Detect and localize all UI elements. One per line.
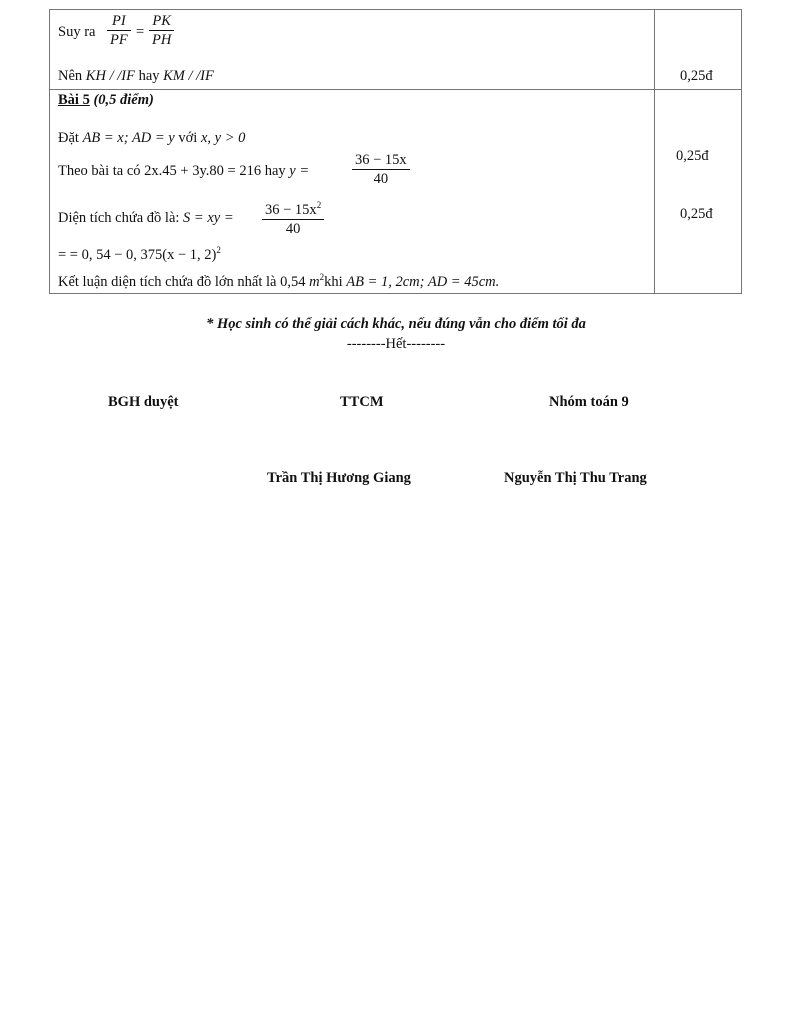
ratio-frac-1: $\frac{PI}{PF}$ (107, 12, 131, 49)
table-row-bai4-end (50, 10, 742, 90)
content-cell (50, 10, 655, 90)
signature-name-nhom: Nguyễn Thị Thu Trang (504, 470, 647, 486)
note-text: * Học sinh có thể giải cách khác, nếu đúng vẫn cho điểm tối đa (206, 316, 586, 332)
table-row-bai5 (50, 90, 742, 294)
bai5-heading: Bài 5 (0,5 điểm) (58, 92, 154, 108)
score-label-2: 0,25đ (680, 206, 713, 222)
ratio-frac-2: $\frac{PK}{PH}$ (149, 12, 174, 49)
dientich-line: Diện tích chứa đồ là: S = xy = (58, 210, 234, 226)
score-cell (655, 90, 742, 294)
signature-title-bgh: BGH duyệt (108, 394, 179, 410)
y-fraction: $\frac{36 - 15x}{40}$ (352, 151, 410, 188)
content-cell (50, 90, 655, 294)
equation-line: = = 0, 54 − 0, 375(x − 1, 2)$^2$ (58, 245, 221, 263)
signature-title-nhom: Nhóm toán 9 (549, 394, 629, 410)
score-label-1: 0,25đ (676, 148, 709, 164)
signature-name-ttcm: Trần Thị Hương Giang (267, 470, 411, 486)
dat-line: Đặt AB = x; AD = y với x, y > 0 (58, 130, 246, 146)
answer-table (49, 9, 742, 294)
s-fraction: $\frac{36 - 15x^2}{40}$ (262, 196, 324, 238)
ketluan-line: Kết luận diện tích chứa đồ lớn nhất là 0,54 $m^2khi$ AB = 1, 2cm; AD = 45cm. (58, 272, 500, 290)
equals-sign: = (136, 24, 145, 40)
suyra-label: Suy ra (58, 24, 96, 40)
score-label: 0,25đ (680, 68, 713, 84)
signature-title-ttcm: TTCM (340, 394, 384, 410)
nen-line: Nên KH / /IF hay KM / /IF (58, 68, 214, 84)
end-marker: --------Hết-------- (346, 336, 446, 352)
score-cell (655, 10, 742, 90)
theo-line: Theo bài ta có 2x.45 + 3y.80 = 216 hay y = (58, 163, 310, 179)
